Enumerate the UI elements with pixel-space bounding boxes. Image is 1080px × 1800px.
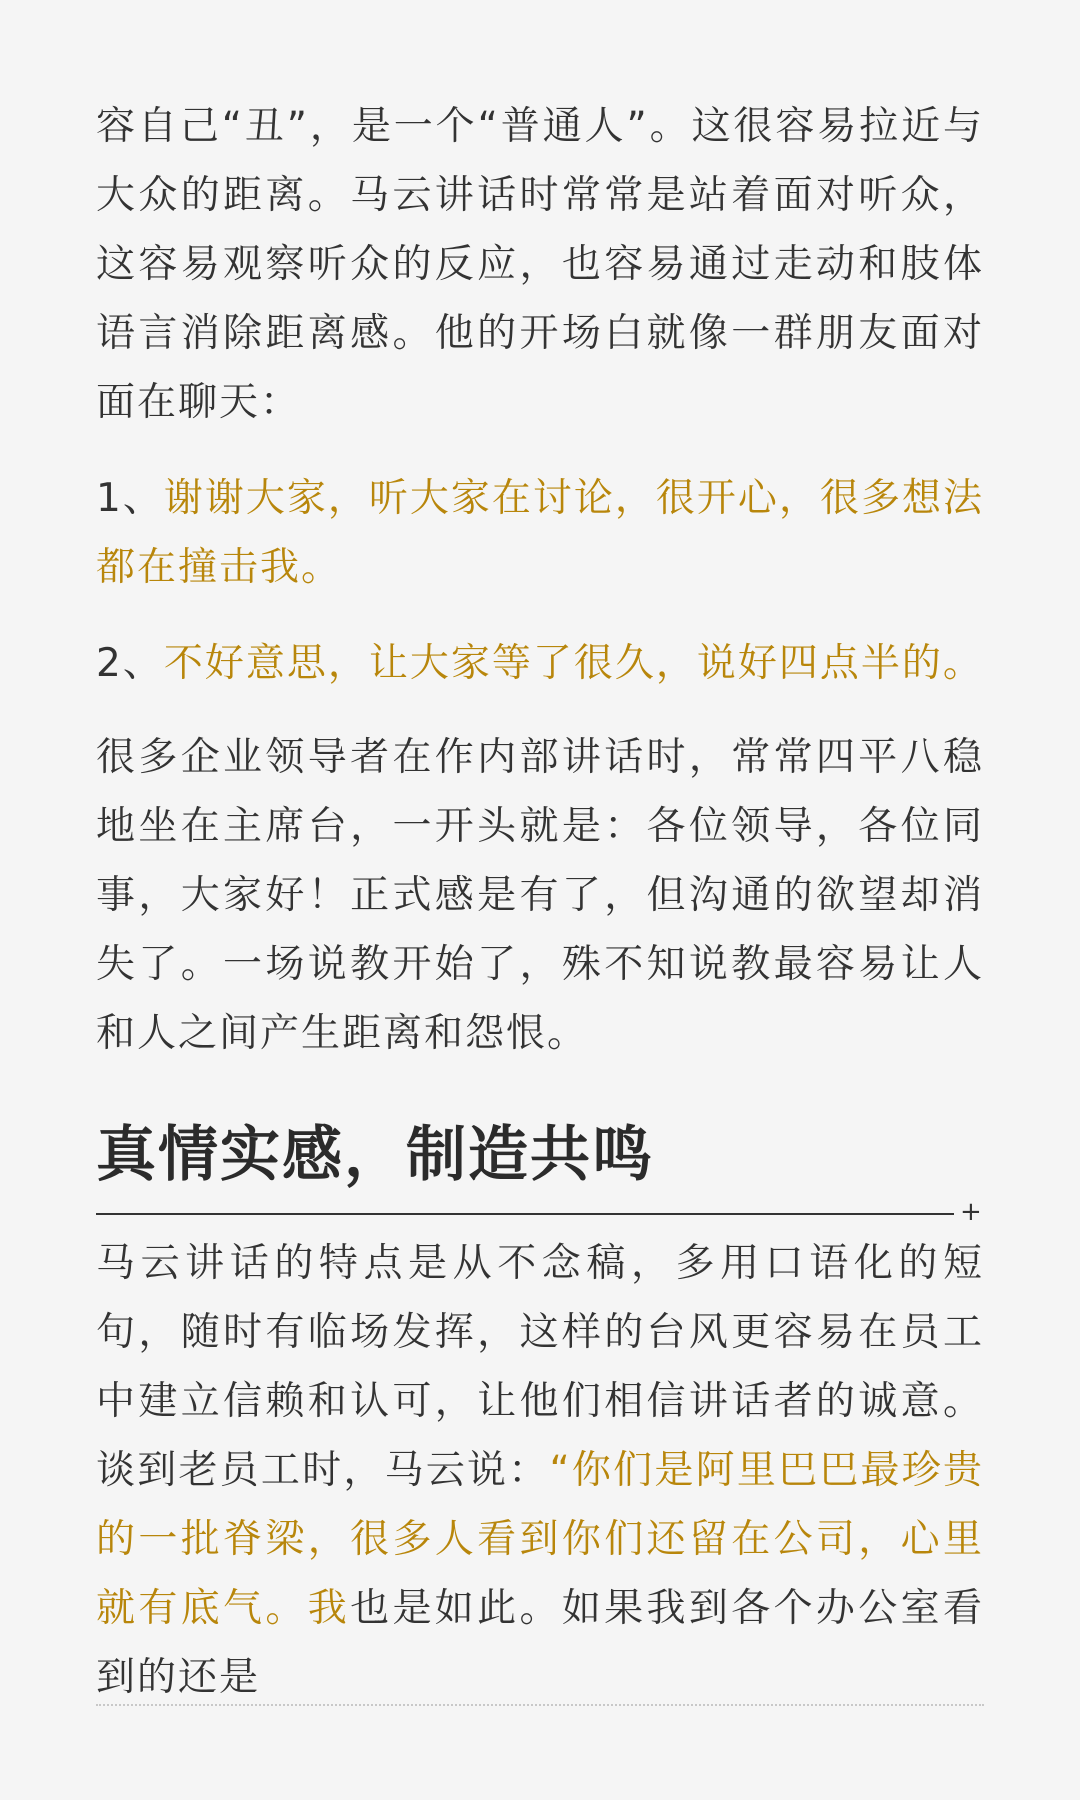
- list-item-1-number: 1、: [96, 476, 164, 521]
- highlighted-quote: “你们是阿里巴巴最珍贵的一批脊梁，很多人看到你们还留在公司，心里就有底气。我: [96, 1448, 984, 1631]
- heading-divider: [96, 1199, 984, 1229]
- section-heading: 真情实感，制造共鸣: [96, 1120, 654, 1190]
- paragraph-leaders-text: 很多企业领导者在作内部讲话时，常常四平八稳地坐在主席台，一开头就是：各位领导，各位同事，大家好！正式感是有了，但沟通的欲望却消失了。一场说教开始了，殊不知说教最容易让人和人之间产生距离和怨恨。: [96, 735, 984, 1056]
- list-item-2-quote: 不好意思，让大家等了很久，说好四点半的。: [163, 641, 984, 686]
- list-item-2-number: 2、: [96, 641, 164, 686]
- paragraph-intro-text: 容自己“丑”，是一个“普通人”。这很容易拉近与大众的距离。马云讲话时常常是站着面对听众，这容易观察听众的反应，也容易通过走动和肢体语言消除距离感。他的开场白就像一群朋友面对面在聊天：: [96, 104, 984, 425]
- paragraph-leaders: [96, 723, 984, 1068]
- bottom-dotted-divider: [96, 1704, 984, 1706]
- paragraph-speech-style-text: 马云讲话的特点是从不念稿，多用口语化的短句，随时有临场发挥，这样的台风更容易在员工中建立信赖和认可，让他们相信讲话者的诚意。 谈到老员工时，马云说：: [96, 1241, 984, 1493]
- article-body: [96, 92, 984, 1712]
- list-item-2: [96, 629, 984, 698]
- list-item-1-quote: 谢谢大家，听大家在讨论，很开心，很多想法都在撞击我。: [96, 476, 984, 590]
- list-item-1: [96, 464, 984, 602]
- paragraph-speech-style: [96, 1229, 984, 1712]
- paragraph-speech-style-continuation: 也是如此。如果我到各个办公室看到的还是: [96, 1586, 984, 1700]
- paragraph-intro: [96, 92, 984, 437]
- plus-icon: +: [960, 1197, 982, 1227]
- divider-line: [96, 1213, 954, 1215]
